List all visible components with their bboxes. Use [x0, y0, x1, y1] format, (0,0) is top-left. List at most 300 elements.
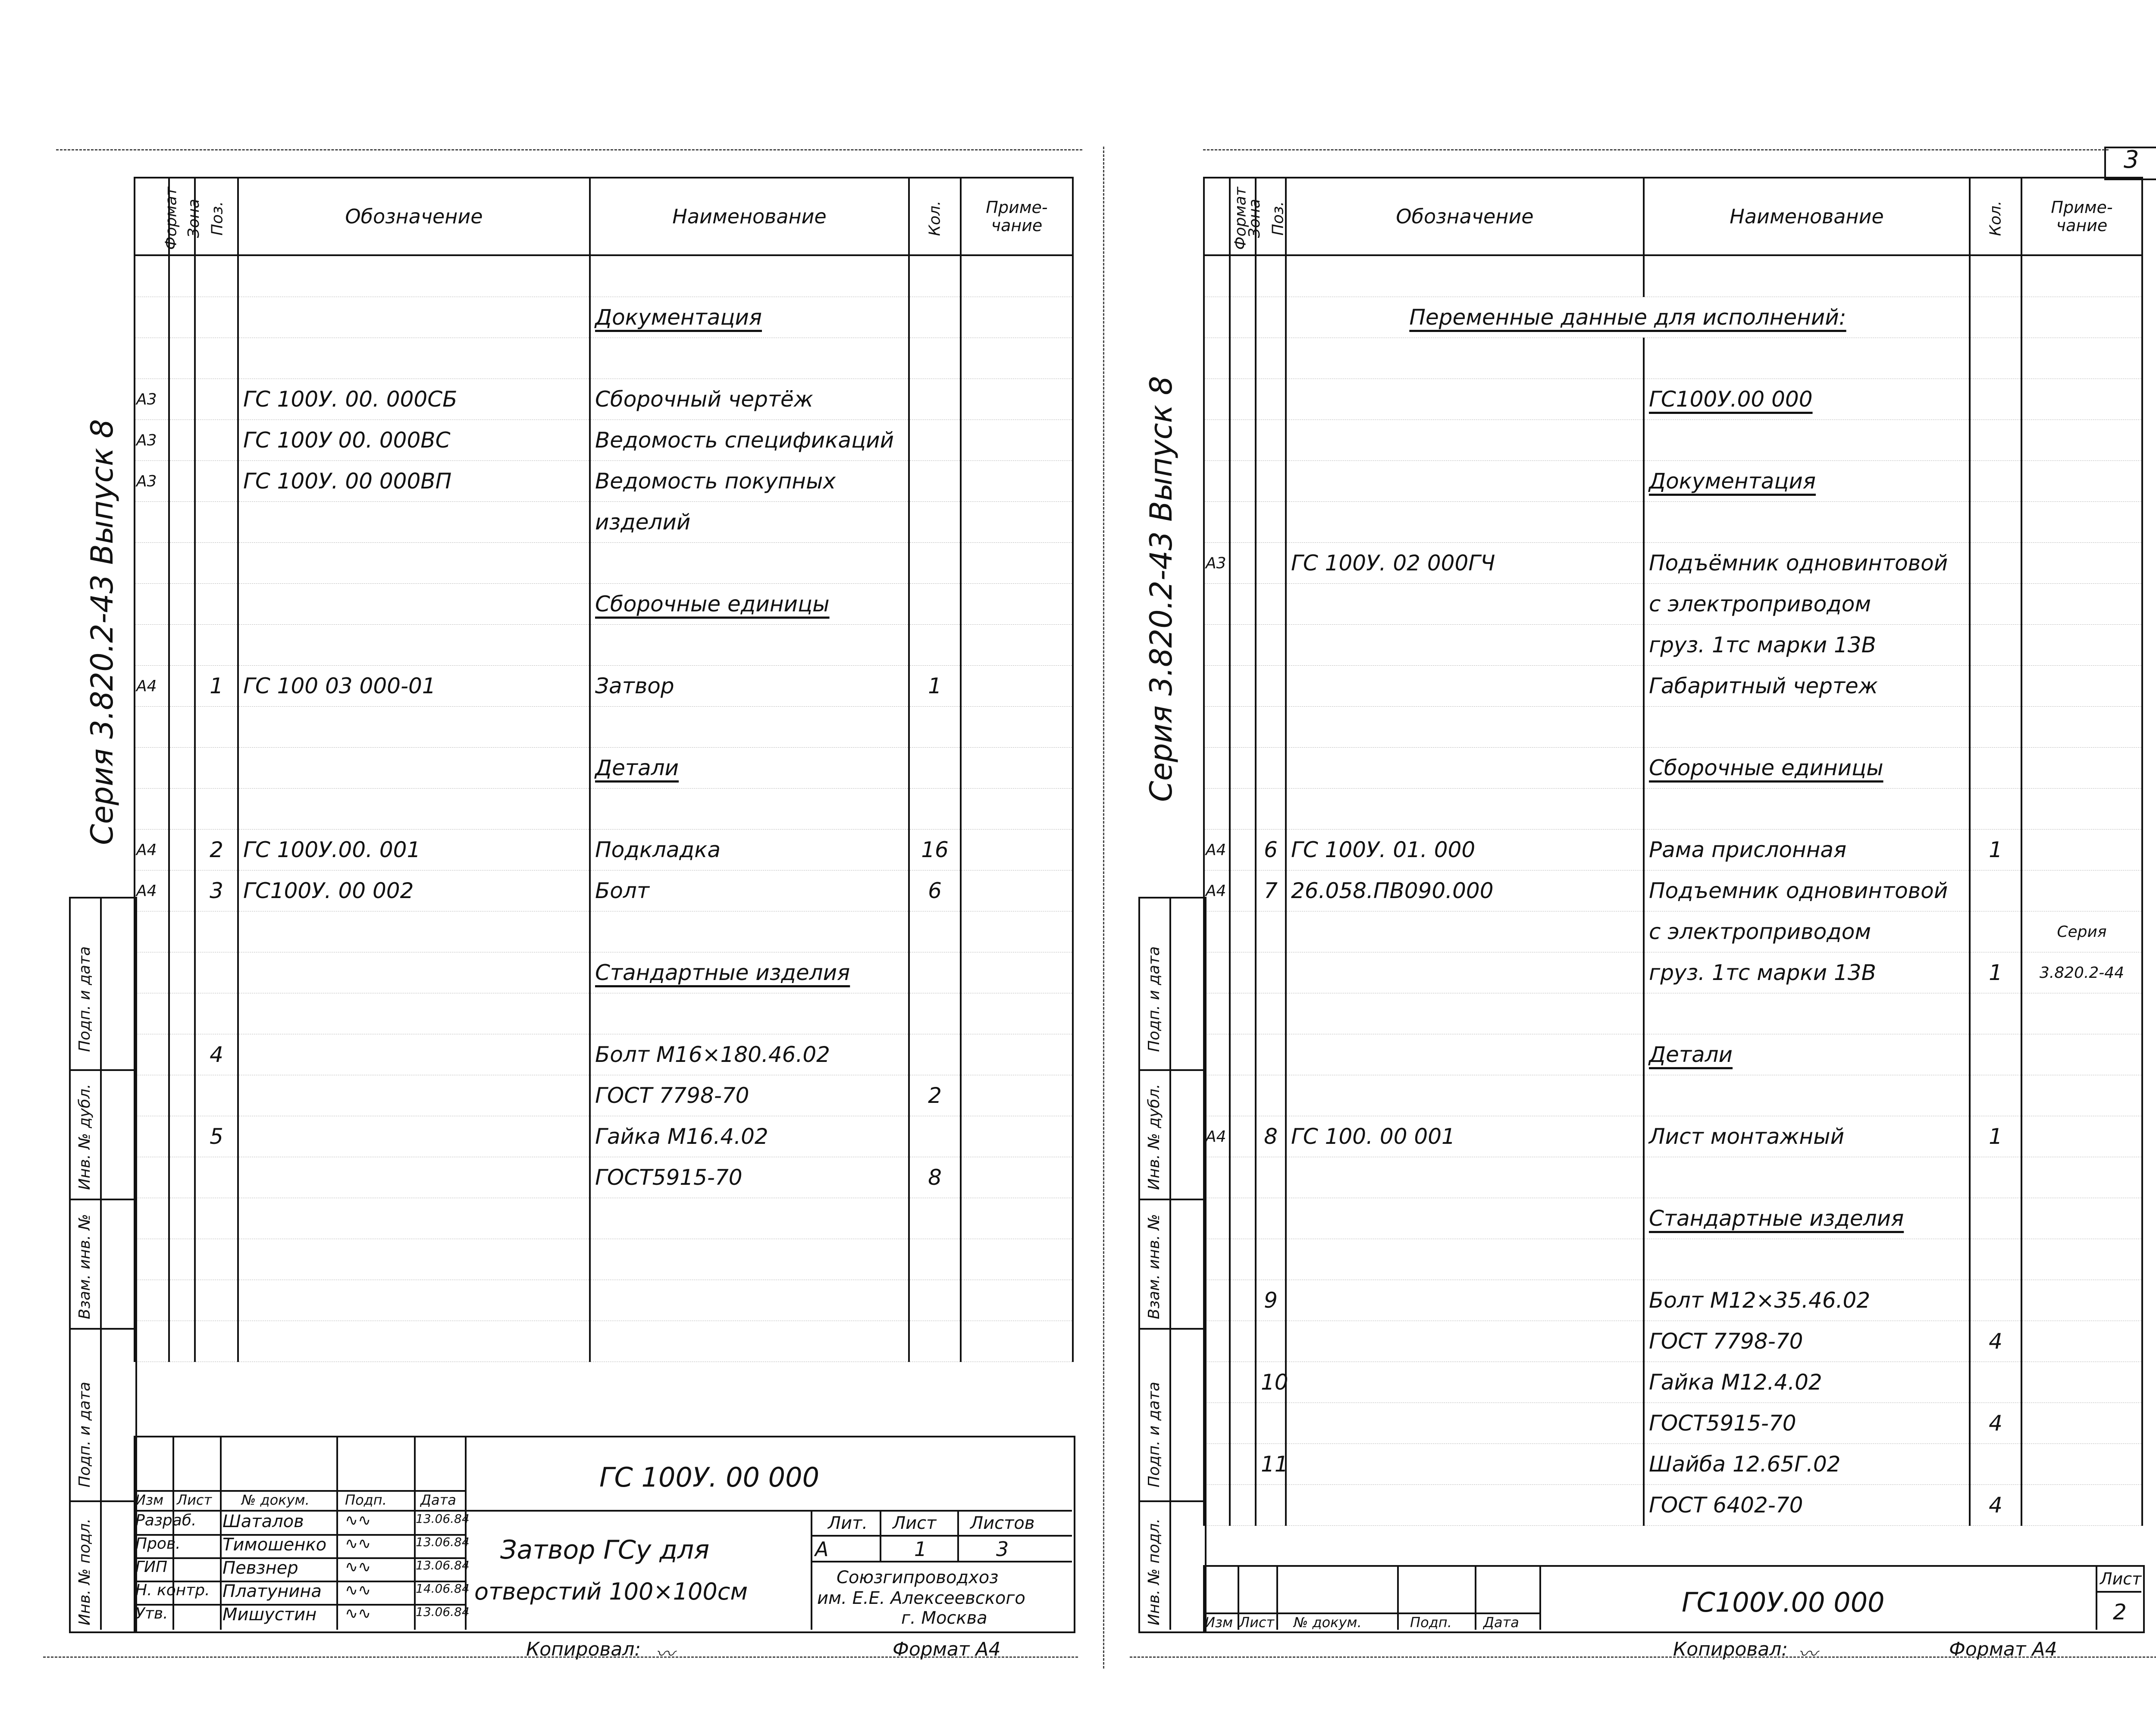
cell-designation — [1286, 255, 1644, 297]
header-name: Наименование — [1644, 178, 1970, 255]
cell-qty — [909, 1116, 961, 1157]
table-row — [1204, 502, 2142, 543]
cell-zone — [1230, 1157, 1256, 1198]
left-side-sep-3 — [69, 1328, 134, 1330]
table-row — [1204, 379, 2142, 420]
cell-qty: 1 — [909, 666, 961, 707]
cell-name: Гайка М12.4.02 — [1644, 1362, 1970, 1403]
cell-name: Ведомость покупных — [590, 461, 909, 502]
cell-designation — [238, 255, 590, 297]
left-tb-lit-label: Лит. — [828, 1513, 868, 1533]
table-row — [1204, 1198, 2142, 1239]
cell-format — [1204, 1075, 1230, 1116]
tb-l-v2 — [220, 1436, 222, 1630]
cell-pos — [195, 1157, 238, 1198]
cell-qty: 4 — [1970, 1403, 2021, 1444]
cell-zone — [169, 1034, 195, 1075]
cell-zone — [169, 1075, 195, 1116]
cell-name: Документация — [1644, 461, 1970, 502]
cell-note — [2021, 379, 2142, 420]
cell-qty: 16 — [909, 830, 961, 870]
table-row — [1204, 1362, 2142, 1403]
cell-zone — [1230, 584, 1256, 625]
left-tb-sheet-label: Лист — [893, 1513, 937, 1533]
cell-designation: 26.058.ПВ090.000 — [1286, 870, 1644, 911]
cell-note — [2021, 789, 2142, 830]
cell-name: Габаритный чертеж — [1644, 666, 1970, 707]
table-row — [1204, 1116, 2142, 1157]
cell-note — [961, 461, 1073, 502]
tb-r-v5 — [1539, 1565, 1541, 1630]
tb-date: 14.06.84 — [416, 1581, 470, 1596]
cell-qty: 4 — [1970, 1485, 2021, 1526]
cell-name: ГОСТ5915-70 — [1644, 1403, 1970, 1444]
cell-designation — [1286, 1280, 1644, 1321]
cell-name: ГОСТ5915-70 — [590, 1157, 909, 1198]
table-row — [1204, 911, 2142, 952]
table-row — [1204, 1034, 2142, 1075]
cell-designation — [238, 1239, 590, 1280]
cell-format: А3 — [135, 461, 169, 502]
tb-person-name: Шаталов — [222, 1512, 304, 1531]
cell-zone — [1230, 1444, 1256, 1485]
cell-pos — [195, 379, 238, 420]
cell-name: с электроприводом — [1644, 911, 1970, 952]
left-side-sep-2 — [69, 1199, 134, 1200]
table-row — [1204, 1321, 2142, 1362]
cell-format — [1204, 1362, 1230, 1403]
cell-note — [2021, 1403, 2142, 1444]
right-spec-table — [1203, 177, 2143, 1526]
cell-name: Детали — [1644, 1034, 1970, 1075]
cell-format — [135, 952, 169, 993]
cell-zone — [1230, 1075, 1256, 1116]
cell-designation — [1286, 584, 1644, 625]
cell-qty — [909, 993, 961, 1034]
table-row — [1204, 420, 2142, 461]
cell-name: Ведомость спецификаций — [590, 420, 909, 461]
cell-designation — [238, 1321, 590, 1362]
cell-name — [590, 1280, 909, 1321]
cell-qty — [1970, 993, 2021, 1034]
cell-qty — [909, 584, 961, 625]
cell-pos — [1256, 379, 1286, 420]
cell-qty — [1970, 870, 2021, 911]
cell-pos — [195, 255, 238, 297]
header-format: Формат — [135, 178, 169, 255]
cell-pos — [1256, 420, 1286, 461]
cell-designation — [1286, 1485, 1644, 1526]
cell-name: Подъёмник одновинтовой — [1644, 543, 1970, 584]
cell-qty — [909, 1280, 961, 1321]
cell-zone — [1230, 625, 1256, 666]
table-row — [1204, 297, 2142, 338]
cell-pos — [1256, 255, 1286, 297]
tb-r-v6 — [2096, 1565, 2097, 1630]
header-note: Приме- чание — [2021, 178, 2142, 255]
cell-zone — [1230, 1239, 1256, 1280]
cell-zone — [1230, 1198, 1256, 1239]
cell-name: ГОСТ 6402-70 — [1644, 1485, 1970, 1526]
cell-format — [135, 993, 169, 1034]
cell-qty — [1970, 1362, 2021, 1403]
tb-date: 13.06.84 — [416, 1605, 470, 1619]
cell-zone — [169, 379, 195, 420]
cell-zone — [169, 748, 195, 789]
left-format: Формат А4 — [893, 1638, 1001, 1660]
left-tb-col-date: Дата — [420, 1492, 456, 1508]
tb-l-v8 — [957, 1510, 959, 1561]
cell-name: Рама прислонная — [1644, 830, 1970, 870]
cell-designation — [238, 584, 590, 625]
cell-pos: 10 — [1256, 1362, 1286, 1403]
right-side-cell-2: Инв. № дубл. — [1145, 1083, 1163, 1190]
cell-qty — [1970, 1239, 2021, 1280]
cell-qty — [909, 1239, 961, 1280]
right-signature-copied: 〰 — [1798, 1643, 1817, 1665]
cell-qty — [1970, 1444, 2021, 1485]
cell-note — [961, 255, 1073, 297]
cell-qty — [909, 255, 961, 297]
left-tb-sheet-value: 1 — [914, 1537, 927, 1561]
cell-note — [961, 911, 1073, 952]
cell-designation — [1286, 1321, 1644, 1362]
cell-designation — [1286, 461, 1644, 502]
cell-note — [2021, 297, 2142, 338]
cell-qty — [909, 625, 961, 666]
tb-role: ГИП — [135, 1558, 168, 1576]
cell-zone — [1230, 461, 1256, 502]
cell-format: А4 — [1204, 830, 1230, 870]
header-qty: Кол. — [1970, 178, 2021, 255]
cell-zone — [169, 625, 195, 666]
cell-designation — [238, 1157, 590, 1198]
table-row — [135, 379, 1073, 420]
cell-note — [961, 297, 1073, 338]
cell-note — [2021, 1362, 2142, 1403]
cell-qty — [909, 1034, 961, 1075]
cell-qty — [1970, 255, 2021, 297]
cell-zone — [1230, 543, 1256, 584]
cell-qty: 8 — [909, 1157, 961, 1198]
cell-zone — [1230, 255, 1256, 297]
cell-designation: ГС 100У. 01. 000 — [1286, 830, 1644, 870]
cell-name — [590, 543, 909, 584]
cell-format: А3 — [135, 420, 169, 461]
cell-designation — [238, 543, 590, 584]
cell-name — [590, 911, 909, 952]
cell-qty — [909, 379, 961, 420]
cell-designation — [238, 707, 590, 748]
cell-qty — [909, 911, 961, 952]
cell-name: Подъемник одновинтовой — [1644, 870, 1970, 911]
cell-name — [1644, 502, 1970, 543]
cell-qty — [1970, 338, 2021, 379]
cell-note — [2021, 1280, 2142, 1321]
table-row — [1204, 789, 2142, 830]
cell-format — [135, 707, 169, 748]
cell-format — [1204, 1198, 1230, 1239]
cell-format — [1204, 584, 1230, 625]
cell-qty — [1970, 584, 2021, 625]
cell-qty — [1970, 297, 2021, 338]
cell-note — [2021, 666, 2142, 707]
cell-name — [590, 993, 909, 1034]
cell-note: 3.820.2-44 — [2021, 952, 2142, 993]
cell-qty — [1970, 1280, 2021, 1321]
table-row — [1204, 748, 2142, 789]
cell-name: груз. 1тс марки 13В — [1644, 625, 1970, 666]
tb-l-v5 — [465, 1436, 467, 1630]
cell-qty — [1970, 502, 2021, 543]
cell-qty: 6 — [909, 870, 961, 911]
cell-note — [961, 952, 1073, 993]
cell-pos — [195, 338, 238, 379]
left-tb-sheets-value: 3 — [996, 1537, 1009, 1561]
cell-qty — [1970, 911, 2021, 952]
cell-qty — [909, 543, 961, 584]
cell-note — [961, 1034, 1073, 1075]
cell-format — [1204, 1034, 1230, 1075]
cell-note — [2021, 1321, 2142, 1362]
cell-pos — [1256, 707, 1286, 748]
cell-pos — [195, 502, 238, 543]
cell-designation — [1286, 1034, 1644, 1075]
left-tb-org-1: Союзгипроводхоз — [837, 1568, 999, 1587]
cell-name: ГОСТ 7798-70 — [1644, 1321, 1970, 1362]
header-designation: Обозначение — [238, 178, 590, 255]
cell-format — [135, 255, 169, 297]
cell-designation — [238, 1280, 590, 1321]
cell-pos — [195, 584, 238, 625]
right-header-row — [1204, 178, 2142, 255]
cell-note — [961, 666, 1073, 707]
cell-zone — [169, 666, 195, 707]
cell-format — [135, 1034, 169, 1075]
cell-note — [2021, 255, 2142, 297]
left-tb-col-doc: № докум. — [241, 1492, 310, 1508]
cell-designation — [238, 625, 590, 666]
cell-pos: 4 — [195, 1034, 238, 1075]
header-zone: Зона — [169, 178, 195, 255]
cell-note — [961, 543, 1073, 584]
cell-name: Стандартные изделия — [590, 952, 909, 993]
cell-format — [1204, 952, 1230, 993]
cell-qty — [1970, 1198, 2021, 1239]
cell-format — [1204, 1239, 1230, 1280]
cell-zone — [1230, 911, 1256, 952]
table-row — [1204, 1280, 2142, 1321]
table-row — [135, 952, 1073, 993]
cell-designation — [238, 1116, 590, 1157]
cell-pos — [195, 911, 238, 952]
cell-zone — [1230, 338, 1256, 379]
right-side-stamp-divider — [1169, 897, 1171, 1630]
cell-designation — [1286, 1362, 1644, 1403]
cell-format — [1204, 255, 1230, 297]
table-row — [135, 543, 1073, 584]
cell-pos — [1256, 461, 1286, 502]
right-side-cell-1: Подп. и дата — [1145, 946, 1163, 1052]
cell-designation — [1286, 789, 1644, 830]
right-tb-sheet-value: 2 — [2113, 1600, 2127, 1625]
cell-designation: ГС 100У.00. 001 — [238, 830, 590, 870]
right-side-sep-2 — [1138, 1199, 1203, 1200]
cell-pos: 2 — [195, 830, 238, 870]
table-row — [135, 1034, 1073, 1075]
cell-note — [2021, 1034, 2142, 1075]
cell-format: А3 — [135, 379, 169, 420]
cell-pos: 6 — [1256, 830, 1286, 870]
cell-note — [2021, 707, 2142, 748]
cell-qty — [909, 707, 961, 748]
tb-r-v3 — [1397, 1565, 1399, 1630]
cell-note — [961, 1239, 1073, 1280]
cell-pos — [195, 1198, 238, 1239]
cell-format — [1204, 666, 1230, 707]
left-side-sep-4 — [69, 1500, 134, 1502]
cell-format: А4 — [1204, 870, 1230, 911]
cell-qty: 2 — [909, 1075, 961, 1116]
left-tb-code: ГС 100У. 00 000 — [599, 1462, 820, 1493]
cell-zone — [1230, 1403, 1256, 1444]
cell-pos — [195, 993, 238, 1034]
top-cut-line-right — [1203, 149, 2109, 150]
cell-zone — [1230, 748, 1256, 789]
cell-zone — [169, 502, 195, 543]
cell-zone — [1230, 502, 1256, 543]
left-copied: Копировал: — [526, 1638, 641, 1660]
cell-zone — [169, 830, 195, 870]
cell-qty — [909, 502, 961, 543]
left-side-cell-3: Взам. инв. № — [76, 1214, 94, 1319]
cell-note — [961, 1280, 1073, 1321]
cell-note — [961, 1116, 1073, 1157]
cell-name: Стандартные изделия — [1644, 1198, 1970, 1239]
cell-pos — [1256, 625, 1286, 666]
cell-note — [2021, 543, 2142, 584]
cell-pos — [1256, 1157, 1286, 1198]
cell-designation — [1286, 420, 1644, 461]
cell-qty — [1970, 1157, 2021, 1198]
right-tb-col-izm: Изм — [1205, 1614, 1233, 1631]
cell-zone — [169, 255, 195, 297]
left-side-cell-2: Инв. № дубл. — [76, 1083, 94, 1190]
tb-person-name: Тимошенко — [222, 1535, 327, 1555]
cell-name: Сборочные единицы — [590, 584, 909, 625]
cell-zone — [169, 1321, 195, 1362]
table-row — [1204, 625, 2142, 666]
cell-zone — [169, 1239, 195, 1280]
cell-pos — [1256, 748, 1286, 789]
tb-signature: ∿∿ — [345, 1581, 371, 1599]
table-row — [1204, 707, 2142, 748]
cell-pos — [195, 1321, 238, 1362]
tb-signature: ∿∿ — [345, 1558, 371, 1576]
cell-name: Сборочный чертёж — [590, 379, 909, 420]
cell-format — [1204, 707, 1230, 748]
table-row — [1204, 255, 2142, 297]
cell-designation: ГС100У. 00 002 — [238, 870, 590, 911]
right-tb-col-sign: Подп. — [1410, 1614, 1452, 1631]
cell-zone — [1230, 666, 1256, 707]
cell-format: А4 — [135, 870, 169, 911]
table-row — [1204, 1157, 2142, 1198]
cell-designation — [1286, 952, 1644, 993]
cell-pos — [1256, 1034, 1286, 1075]
cell-format — [135, 1116, 169, 1157]
cell-name — [1644, 707, 1970, 748]
right-format: Формат А4 — [1949, 1638, 2057, 1660]
table-row — [1204, 952, 2142, 993]
left-spec-table — [134, 177, 1074, 1362]
cell-note — [961, 1321, 1073, 1362]
cell-name: ГС100У.00 000 — [1644, 379, 1970, 420]
cell-format — [1204, 379, 1230, 420]
cell-note — [2021, 830, 2142, 870]
cell-pos: 8 — [1256, 1116, 1286, 1157]
cell-zone — [169, 789, 195, 830]
table-row — [1204, 1075, 2142, 1116]
table-row — [135, 255, 1073, 297]
cell-format — [1204, 1321, 1230, 1362]
cell-qty: 1 — [1970, 952, 2021, 993]
cell-pos — [195, 461, 238, 502]
cell-format — [135, 502, 169, 543]
cell-note — [961, 379, 1073, 420]
right-side-cell-3: Взам. инв. № — [1145, 1214, 1163, 1319]
cell-pos — [195, 1280, 238, 1321]
cell-name — [1644, 1239, 1970, 1280]
table-row — [1204, 461, 2142, 502]
cell-zone — [169, 870, 195, 911]
tb-l-h4 — [811, 1561, 1072, 1562]
left-tb-sheets-label: Листов — [970, 1513, 1035, 1533]
cell-note — [2021, 420, 2142, 461]
cell-note — [961, 625, 1073, 666]
cell-name: Лист монтажный — [1644, 1116, 1970, 1157]
cell-qty — [1970, 1075, 2021, 1116]
cell-format: А4 — [1204, 1116, 1230, 1157]
table-row — [135, 1239, 1073, 1280]
cell-designation — [238, 952, 590, 993]
page-number: 3 — [2124, 146, 2139, 174]
table-row — [1204, 584, 2142, 625]
cell-format — [1204, 502, 1230, 543]
cell-name — [1644, 255, 1970, 297]
cell-name — [1644, 1075, 1970, 1116]
tb-role: Разраб. — [135, 1512, 197, 1529]
table-row — [135, 870, 1073, 911]
right-side-cell-4: Подп. и дата — [1145, 1381, 1163, 1487]
cell-format — [1204, 1157, 1230, 1198]
table-row — [135, 502, 1073, 543]
cell-note — [2021, 993, 2142, 1034]
cell-note — [2021, 748, 2142, 789]
cell-designation — [1286, 338, 1644, 379]
cell-note — [2021, 584, 2142, 625]
cell-format — [1204, 1485, 1230, 1526]
cell-qty — [909, 420, 961, 461]
cell-zone — [1230, 1116, 1256, 1157]
tb-person-name: Платунина — [222, 1581, 322, 1601]
cell-zone — [169, 952, 195, 993]
left-series-title: Серия 3.820.2-43 Выпуск 8 — [85, 419, 120, 845]
header-pos: Поз. — [1256, 178, 1286, 255]
tb-row-line — [134, 1557, 465, 1559]
table-row — [135, 1198, 1073, 1239]
cell-note — [961, 830, 1073, 870]
